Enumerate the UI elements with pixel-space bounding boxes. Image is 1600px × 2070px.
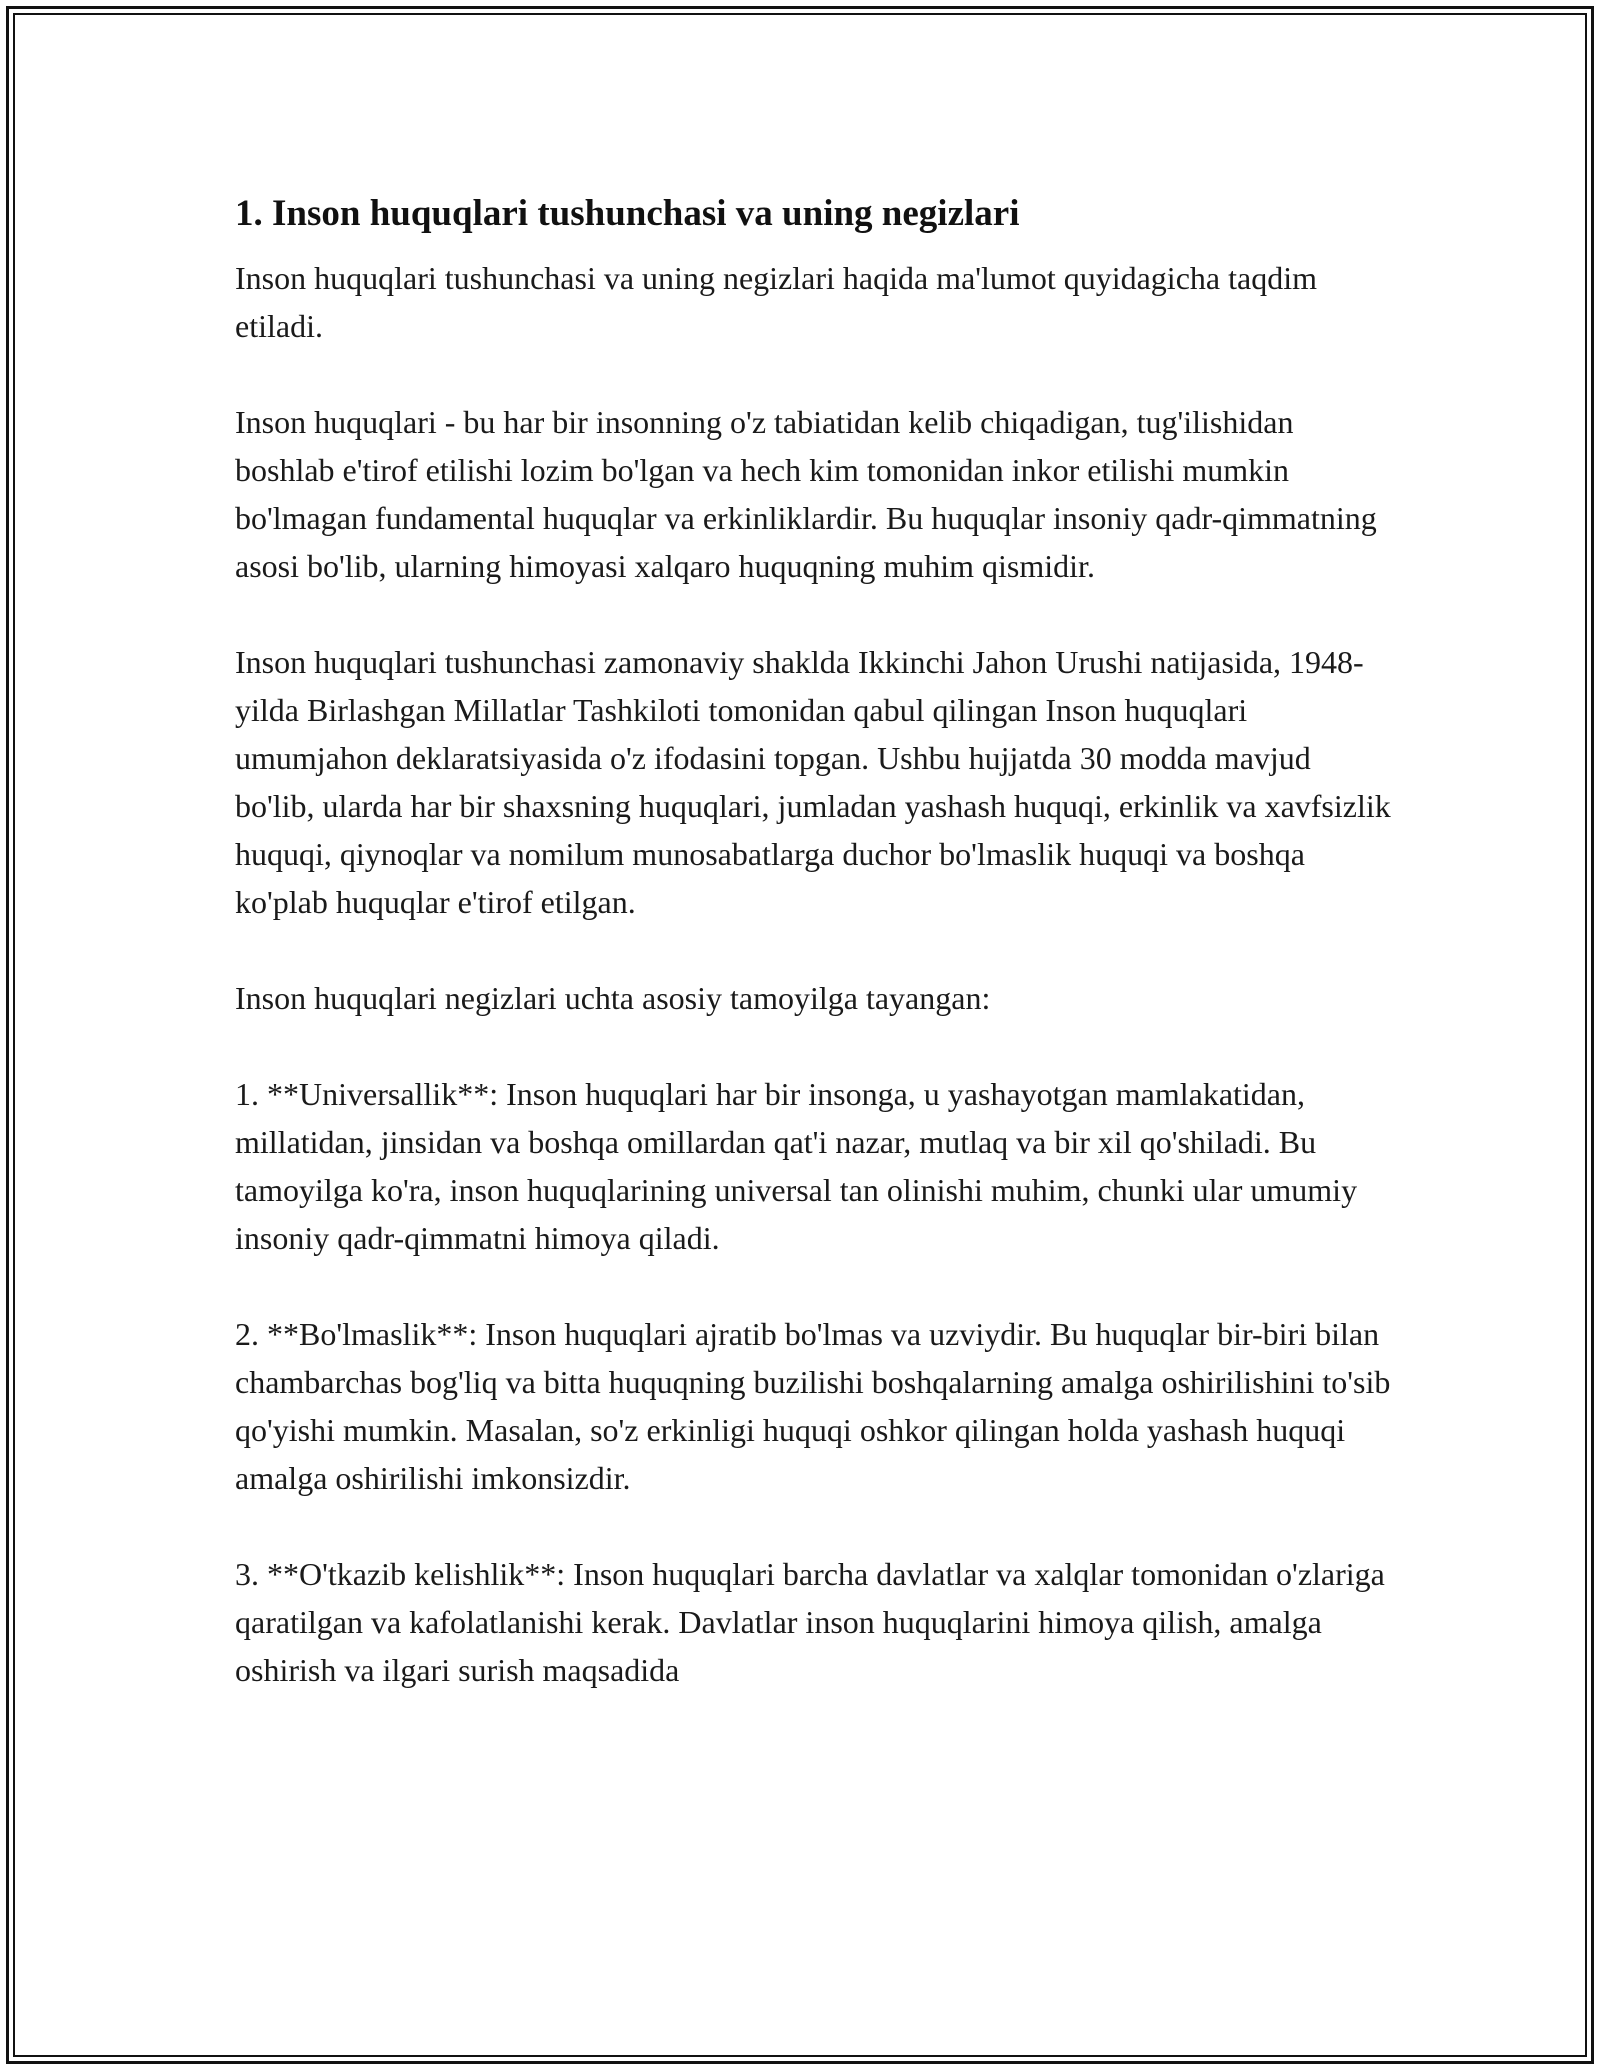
list-item-indivisibility: 2. **Bo'lmaslik**: Inson huquqlari ajratib bo'lmas va uzviydir. Bu huquqlar bir-biri bilan chambarchas bog'liq va bitta huquqning buzilishi boshqalarning amalga oshirilishini to'sib qo'yishi mumkin. Masalan, so'z erkinligi huquqi oshkor qilingan holda yashash huquqi amalga oshirilishi imkonsizdir. bbox=[235, 1316, 1391, 1496]
list-item-universality: 1. **Universallik**: Inson huquqlari har bir insonga, u yashayotgan mamlakatidan, millatidan, jinsidan va boshqa omillardan qat'i nazar, mutlaq va bir xil qo'shiladi. Bu tamoyilga ko'ra, inson huquqlarining universal tan olinishi muhim, chunki ular umumiy insoniy qadr-qimmatni himoya qiladi. bbox=[235, 1076, 1358, 1256]
paragraph-definition: Inson huquqlari - bu har bir insonning o'z tabiatidan kelib chiqadigan, tug'ilishidan boshlab e'tirof etilishi lozim bo'lgan va hech kim tomonidan inkor etilishi mumkin bo'lmagan fundamental huquqlar va erkinliklardir. Bu huquqlar insoniy qadr-qimmatning asosi bo'lib, ularning himoyasi xalqaro huquqning muhim qismidir. bbox=[235, 404, 1377, 584]
section-heading: 1. Inson huquqlari tushunchasi va uning negizlari bbox=[235, 193, 1020, 234]
document-body bbox=[235, 186, 1395, 1742]
list-item-obligation: 3. **O'tkazib kelishlik**: Inson huquqlari barcha davlatlar va xalqlar tomonidan o'zlariga qaratilgan va kafolatlanishi kerak. Davlatlar inson huquqlarini himoya qilish, amalga oshirish va ilgari surish maqsadida bbox=[235, 1556, 1385, 1688]
paragraph-principles-intro: Inson huquqlari negizlari uchta asosiy tamoyilga tayangan: bbox=[235, 980, 991, 1016]
paragraph-intro: Inson huquqlari tushunchasi va uning negizlari haqida ma'lumot quyidagicha taqdim etiladi. bbox=[235, 260, 1317, 344]
paragraph-history: Inson huquqlari tushunchasi zamonaviy shaklda Ikkinchi Jahon Urushi natijasida, 1948-yilda Birlashgan Millatlar Tashkiloti tomonidan qabul qilingan Inson huquqlari umumjahon deklaratsiyasida o'z ifodasini topgan. Ushbu hujjatda 30 modda mavjud bo'lib, ularda har bir shaxsning huquqlari, jumladan yashash huquqi, erkinlik va xavfsizlik huquqi, qiynoqlar va nomilum munosabatlarga duchor bo'lmaslik huquqi va boshqa ko'plab huquqlar e'tirof etilgan. bbox=[235, 644, 1391, 920]
